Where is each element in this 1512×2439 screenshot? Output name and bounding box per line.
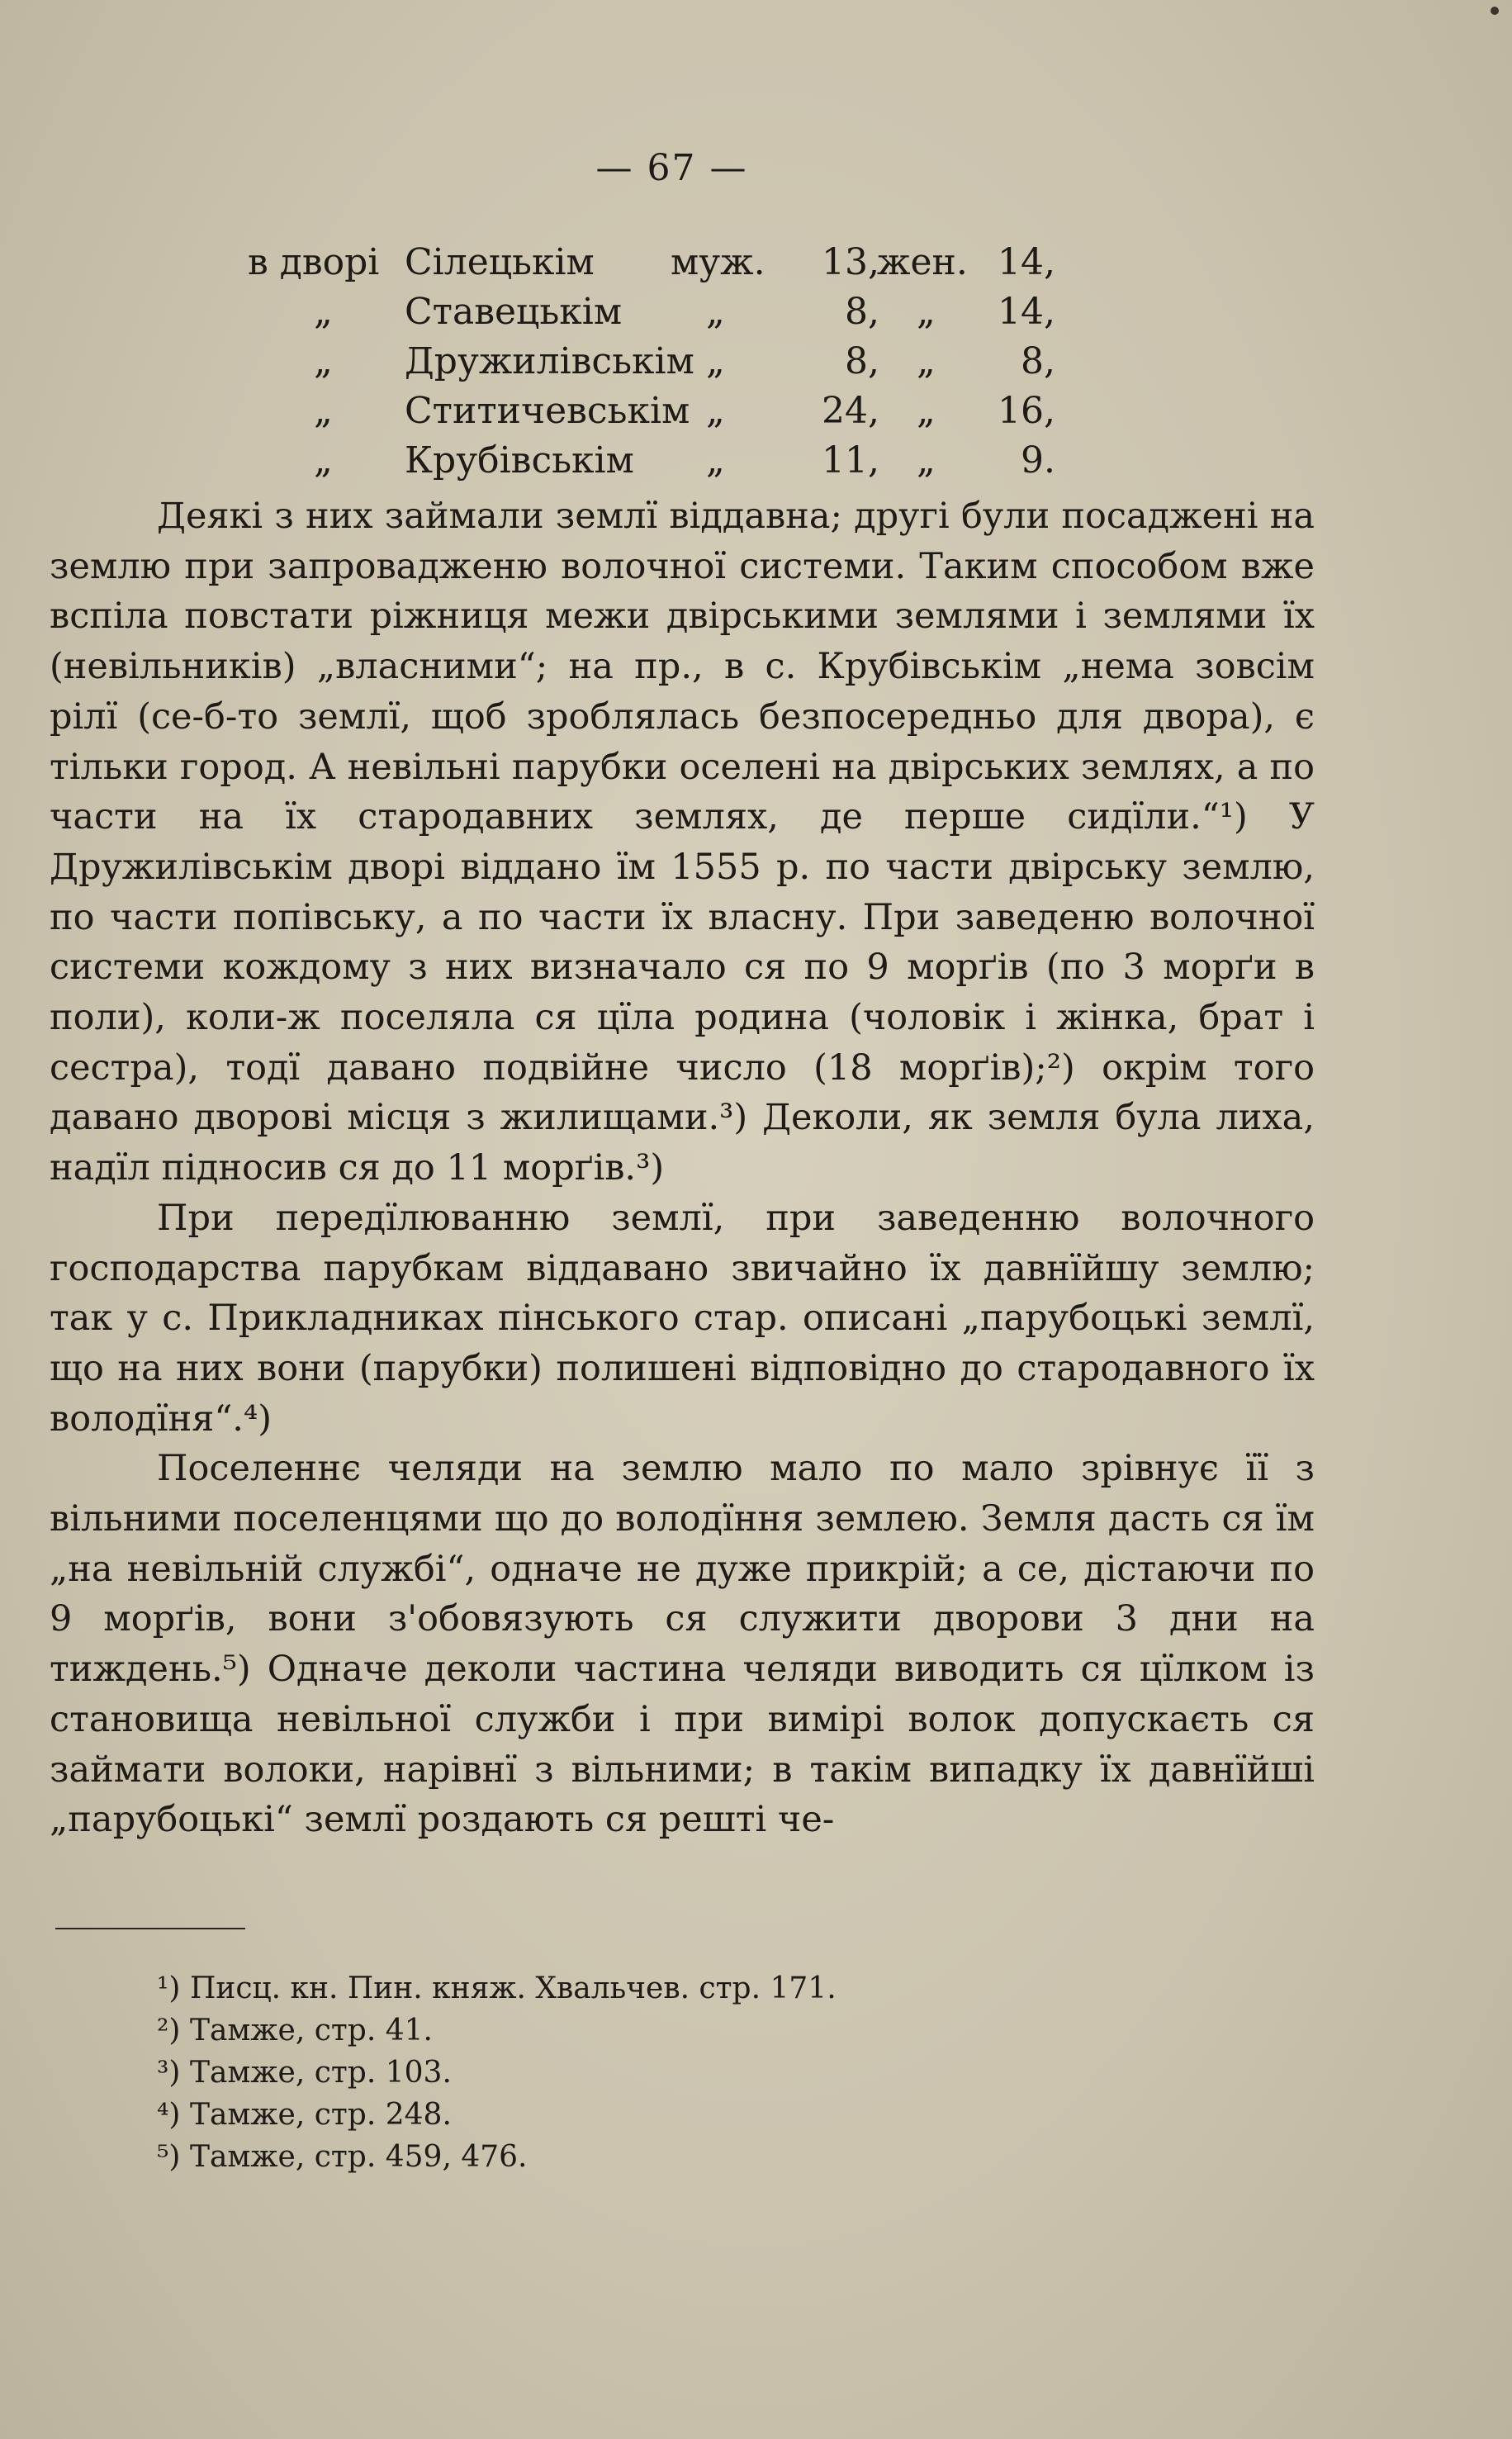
footnote-mark: ¹) [157, 1972, 181, 2005]
tally-prefix: в дворі [248, 241, 380, 283]
footnote-text: Тамже, стр. 41. [189, 2014, 433, 2048]
tally-row [248, 241, 1404, 291]
footnote [157, 2136, 837, 2178]
tally-male-count: 13, [822, 241, 879, 283]
footnote [157, 2010, 837, 2052]
tally-court-name: Дружилівськім [405, 340, 694, 382]
tally-male-count: 8, [845, 291, 879, 333]
paragraph: При передїлюванню землї, при заведенню волочного господарства парубкам віддавано звичайно їх давнїйшу землю; так у с. Прикладниках пінського стар. описані „парубоцькі землї, що на них вони (парубки) полишені відповідно до стародавного їх володїня“.⁴) [50, 1197, 1315, 1440]
footnote-text: Тамже, стр. 459, 476. [189, 2140, 528, 2174]
tally-row [248, 439, 1404, 489]
tally-row [248, 340, 1404, 390]
tally-male-label: муж. [671, 241, 765, 283]
tally-female-label: „ [917, 340, 936, 382]
tally-male-label: „ [706, 340, 725, 382]
tally-female-label: „ [917, 439, 936, 482]
footnote-mark: ²) [157, 2014, 181, 2048]
footnote-mark: ⁴) [157, 2098, 181, 2132]
tally-female-count: 14, [998, 291, 1055, 333]
footnote-text: Писц. кн. Пин. княж. Хвальчев. стр. 171. [189, 1972, 837, 2005]
tally-male-label: „ [706, 291, 725, 333]
tally-court-name: Ставецькім [405, 291, 623, 333]
footnote-divider [55, 1928, 245, 1929]
footnote [157, 2052, 837, 2094]
tally-court-name: Сілецькім [405, 241, 595, 283]
tally-court-name: Ститичевськім [405, 390, 690, 432]
tally-court-name: Крубівськім [405, 439, 634, 482]
tally-female-label: „ [917, 291, 936, 333]
tally-male-label: „ [706, 390, 725, 432]
tally-prefix: „ [314, 439, 333, 482]
ink-speck [1491, 7, 1499, 15]
tally-male-count: 24, [822, 390, 879, 432]
tally-male-count: 8, [845, 340, 879, 382]
footnote [157, 1967, 837, 2010]
tally-female-count: 14, [998, 241, 1055, 283]
tally-row [248, 390, 1404, 439]
tally-row [248, 291, 1404, 340]
tally-female-count: 8, [1021, 340, 1055, 382]
footnotes [157, 1967, 837, 2178]
tally-prefix: „ [314, 340, 333, 382]
tally-female-label: жен. [877, 241, 968, 283]
tally-prefix: „ [314, 390, 333, 432]
tally-prefix: „ [314, 291, 333, 333]
tally-female-count: 16, [998, 390, 1055, 432]
tally-male-label: „ [706, 439, 725, 482]
paragraph: Поселеннє челяди на землю мало по мало зрівнує її з вільними поселенцями що до володїння землею. Земля дасть ся їм „на невільній службі“, одначе не дуже прикрій; а се, дістаючи по 9 морґів, вони з'обовязують ся служити дворови 3 дни на тиждень.⁵) Одначе деколи частина челяди виводить ся цїлком із становища невільної служби і при вимірі волок допускаєть ся займати волоки, нарівнї з вільними; в такім випадку їх давнїйші „парубоцькі“ землї роздають ся решті че- [50, 1448, 1315, 1841]
footnote-mark: ³) [157, 2056, 181, 2090]
tally-male-count: 11, [822, 439, 879, 482]
footnote [157, 2094, 837, 2136]
main-text [50, 491, 1315, 1845]
paragraph: Деякі з них займали землї віддавна; другі були посаджені на землю при запровадженю волочної системи. Таким способом вже вспіла повстати ріжниця межи двірськими землями і землями їх (невільників) „власними“; на пр., в с. Крубівськім „нема зовсім рілї (се-б-то землї, щоб зроблялась безпосередньо для двора), є тільки город. А невільні парубки оселені на двірських землях, а по части на їх стародавних землях, де перше сидїли.“¹) У Дружилівськім дворі віддано їм 1555 р. по части двірську землю, по части попівську, а по части їх власну. При заведеню волочної системи кождому з них визначало ся по 9 морґів (по 3 морґи в поли), коли-ж поселяла ся цїла родина (чоловік і жінка, брат і сестра), тодї давано подвійне число (18 морґів);²) окрім того давано дворові місця з жилищами.³) Деколи, як земля була лиха, надїл підносив ся до 11 морґів.³) [50, 496, 1315, 1189]
tally-female-count: 9. [1021, 439, 1055, 482]
tally-female-label: „ [917, 390, 936, 432]
footnote-text: Тамже, стр. 248. [189, 2098, 452, 2132]
footnote-text: Тамже, стр. 103. [189, 2056, 452, 2090]
page-number: — 67 — [595, 147, 748, 189]
footnote-mark: ⁵) [157, 2140, 181, 2174]
